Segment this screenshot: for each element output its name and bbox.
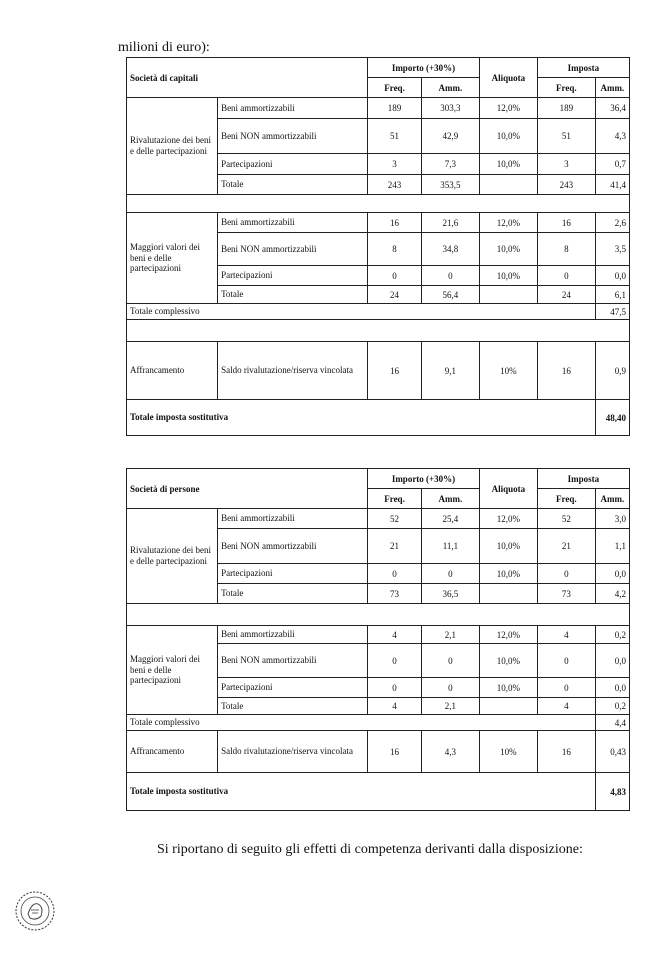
- totale-imposta-value: 48,40: [595, 400, 629, 436]
- aliquota-cell: 12,0%: [479, 509, 537, 529]
- imposta-freq-cell: 189: [537, 98, 595, 119]
- imposta-freq-cell: 16: [537, 342, 595, 400]
- freq-header: Freq.: [537, 78, 595, 98]
- imposta-amm-cell: 3,0: [595, 509, 629, 529]
- affrancamento-row: [127, 342, 630, 400]
- imposta-freq-cell: 21: [537, 529, 595, 564]
- amm-cell: 42,9: [421, 119, 479, 154]
- imposta-freq-cell: 52: [537, 509, 595, 529]
- totale-complessivo-row: [127, 715, 630, 731]
- table-row: [127, 509, 630, 529]
- amm-header: Amm.: [421, 78, 479, 98]
- aliquota-cell: 12,0%: [479, 213, 537, 233]
- aliquota-cell: 10%: [479, 731, 537, 773]
- footer-text: Si riportano di seguito gli effetti di competenza derivanti dalla disposizione:: [157, 842, 583, 857]
- freq-cell: 0: [368, 266, 422, 286]
- table-row: [127, 98, 630, 119]
- imposta-amm-cell: 0,0: [595, 564, 629, 584]
- freq-cell: 4: [368, 698, 422, 715]
- row-label: Totale: [218, 698, 368, 715]
- row-label: Beni ammortizzabili: [218, 98, 368, 119]
- totale-imposta-value: 4,83: [595, 773, 629, 811]
- row-label: Totale: [218, 584, 368, 604]
- imposta-amm-cell: 0,43: [595, 731, 629, 773]
- totale-complessivo-value: 47,5: [595, 304, 629, 320]
- spacer-row: [127, 604, 630, 626]
- imposta-header: Imposta: [537, 58, 629, 78]
- row-label: Partecipazioni: [218, 564, 368, 584]
- imposta-amm-cell: 0,7: [595, 154, 629, 175]
- amm-cell: 303,3: [421, 98, 479, 119]
- row-label: Totale: [218, 175, 368, 195]
- amm-cell: 7,3: [421, 154, 479, 175]
- freq-cell: 189: [368, 98, 422, 119]
- row-label: Partecipazioni: [218, 266, 368, 286]
- aliquota-cell: 12,0%: [479, 98, 537, 119]
- imposta-freq-cell: 4: [537, 626, 595, 644]
- amm-cell: 25,4: [421, 509, 479, 529]
- imposta-freq-cell: 0: [537, 644, 595, 678]
- row-label: Beni ammortizzabili: [218, 213, 368, 233]
- row-label: Totale: [218, 286, 368, 304]
- row-label: Beni NON ammortizzabili: [218, 529, 368, 564]
- amm-cell: 2,1: [421, 698, 479, 715]
- imposta-amm-cell: 0,0: [595, 644, 629, 678]
- imposta-freq-cell: 0: [537, 678, 595, 698]
- amm-cell: 21,6: [421, 213, 479, 233]
- totale-imposta-label: Totale imposta sostitutiva: [127, 773, 596, 811]
- amm-cell: 0: [421, 564, 479, 584]
- aliquota-header: Aliquota: [479, 58, 537, 98]
- group-label: Maggiori valori dei beni e delle partecipazioni: [127, 626, 218, 715]
- aliquota-cell: 10,0%: [479, 678, 537, 698]
- affrancamento-label: Affrancamento: [127, 342, 218, 400]
- freq-cell: 243: [368, 175, 422, 195]
- freq-cell: 21: [368, 529, 422, 564]
- imposta-amm-cell: 6,1: [595, 286, 629, 304]
- imposta-freq-cell: 4: [537, 698, 595, 715]
- imposta-freq-cell: 51: [537, 119, 595, 154]
- aliquota-cell: [479, 286, 537, 304]
- freq-cell: 3: [368, 154, 422, 175]
- amm-cell: 353,5: [421, 175, 479, 195]
- amm-cell: 34,8: [421, 233, 479, 266]
- imposta-amm-cell: 2,6: [595, 213, 629, 233]
- totale-complessivo-label: Totale complessivo: [127, 304, 596, 320]
- imposta-amm-cell: 0,9: [595, 342, 629, 400]
- amm-cell: 0: [421, 644, 479, 678]
- row-label: Beni NON ammortizzabili: [218, 644, 368, 678]
- imposta-amm-cell: 4,3: [595, 119, 629, 154]
- table-row: [127, 626, 630, 644]
- aliquota-cell: 10,0%: [479, 119, 537, 154]
- spacer-cell: [127, 604, 630, 626]
- freq-cell: 24: [368, 286, 422, 304]
- affrancamento-label: Affrancamento: [127, 731, 218, 773]
- imposta-amm-cell: 0,0: [595, 266, 629, 286]
- imposta-freq-cell: 16: [537, 731, 595, 773]
- amm-header: Amm.: [421, 489, 479, 509]
- amm-cell: 11,1: [421, 529, 479, 564]
- imposta-freq-cell: 0: [537, 564, 595, 584]
- totale-imposta-row: [127, 400, 630, 436]
- freq-cell: 0: [368, 678, 422, 698]
- imposta-amm-cell: 0,2: [595, 626, 629, 644]
- table-societa-persone: [126, 468, 630, 811]
- aliquota-cell: 10,0%: [479, 644, 537, 678]
- imposta-freq-cell: 0: [537, 266, 595, 286]
- aliquota-cell: 10%: [479, 342, 537, 400]
- aliquota-cell: 12,0%: [479, 626, 537, 644]
- freq-cell: 16: [368, 731, 422, 773]
- freq-cell: 16: [368, 213, 422, 233]
- imposta-freq-cell: 8: [537, 233, 595, 266]
- spacer-cell: [127, 320, 630, 342]
- row-label: Partecipazioni: [218, 678, 368, 698]
- freq-cell: 0: [368, 644, 422, 678]
- row-label: Beni NON ammortizzabili: [218, 233, 368, 266]
- totale-complessivo-value: 4,4: [595, 715, 629, 731]
- totale-complessivo-label: Totale complessivo: [127, 715, 596, 731]
- amm-header: Amm.: [595, 489, 629, 509]
- amm-cell: 36,5: [421, 584, 479, 604]
- aliquota-cell: [479, 698, 537, 715]
- freq-cell: 51: [368, 119, 422, 154]
- amm-header: Amm.: [595, 78, 629, 98]
- freq-header: Freq.: [537, 489, 595, 509]
- imposta-amm-cell: 41,4: [595, 175, 629, 195]
- imposta-amm-cell: 0,0: [595, 678, 629, 698]
- aliquota-cell: 10,0%: [479, 233, 537, 266]
- freq-header: Freq.: [368, 489, 422, 509]
- imposta-freq-cell: 24: [537, 286, 595, 304]
- header-text: milioni di euro):: [118, 40, 210, 55]
- table-title: Società di capitali: [127, 58, 368, 98]
- amm-cell: 9,1: [421, 342, 479, 400]
- importo-header: Importo (+30%): [368, 58, 480, 78]
- freq-cell: 8: [368, 233, 422, 266]
- totale-imposta-label: Totale imposta sostitutiva: [127, 400, 596, 436]
- imposta-freq-cell: 16: [537, 213, 595, 233]
- spacer-row: [127, 195, 630, 213]
- table-row: [127, 213, 630, 233]
- imposta-freq-cell: 243: [537, 175, 595, 195]
- imposta-amm-cell: 3,5: [595, 233, 629, 266]
- totale-imposta-row: [127, 773, 630, 811]
- aliquota-cell: 10,0%: [479, 529, 537, 564]
- aliquota-cell: 10,0%: [479, 564, 537, 584]
- importo-header: Importo (+30%): [368, 469, 480, 489]
- row-label: Saldo rivalutazione/riserva vincolata: [218, 731, 368, 773]
- aliquota-header: Aliquota: [479, 469, 537, 509]
- spacer-cell: [127, 195, 630, 213]
- aliquota-cell: [479, 584, 537, 604]
- spacer-row: [127, 320, 630, 342]
- aliquota-cell: [479, 175, 537, 195]
- row-label: Partecipazioni: [218, 154, 368, 175]
- imposta-amm-cell: 1,1: [595, 529, 629, 564]
- group-label: Maggiori valori dei beni e delle partecipazioni: [127, 213, 218, 304]
- amm-cell: 0: [421, 678, 479, 698]
- row-label: Beni ammortizzabili: [218, 626, 368, 644]
- freq-cell: 16: [368, 342, 422, 400]
- imposta-amm-cell: 0,2: [595, 698, 629, 715]
- totale-complessivo-row: [127, 304, 630, 320]
- aliquota-cell: 10,0%: [479, 266, 537, 286]
- freq-cell: 4: [368, 626, 422, 644]
- imposta-freq-cell: 73: [537, 584, 595, 604]
- row-label: Beni NON ammortizzabili: [218, 119, 368, 154]
- imposta-header: Imposta: [537, 469, 629, 489]
- group-label: Rivalutazione dei beni e delle partecipazioni: [127, 98, 218, 195]
- amm-cell: 4,3: [421, 731, 479, 773]
- imposta-amm-cell: 36,4: [595, 98, 629, 119]
- amm-cell: 56,4: [421, 286, 479, 304]
- affrancamento-row: [127, 731, 630, 773]
- row-label: Saldo rivalutazione/riserva vincolata: [218, 342, 368, 400]
- imposta-freq-cell: 3: [537, 154, 595, 175]
- freq-header: Freq.: [368, 78, 422, 98]
- table-societa-capitali: [126, 57, 630, 436]
- amm-cell: 0: [421, 266, 479, 286]
- freq-cell: 73: [368, 584, 422, 604]
- row-label: Beni ammortizzabili: [218, 509, 368, 529]
- freq-cell: 52: [368, 509, 422, 529]
- freq-cell: 0: [368, 564, 422, 584]
- aliquota-cell: 10,0%: [479, 154, 537, 175]
- imposta-amm-cell: 4,2: [595, 584, 629, 604]
- group-label: Rivalutazione dei beni e delle partecipazioni: [127, 509, 218, 604]
- amm-cell: 2,1: [421, 626, 479, 644]
- table-title: Società di persone: [127, 469, 368, 509]
- seal-stamp-icon: [14, 890, 56, 932]
